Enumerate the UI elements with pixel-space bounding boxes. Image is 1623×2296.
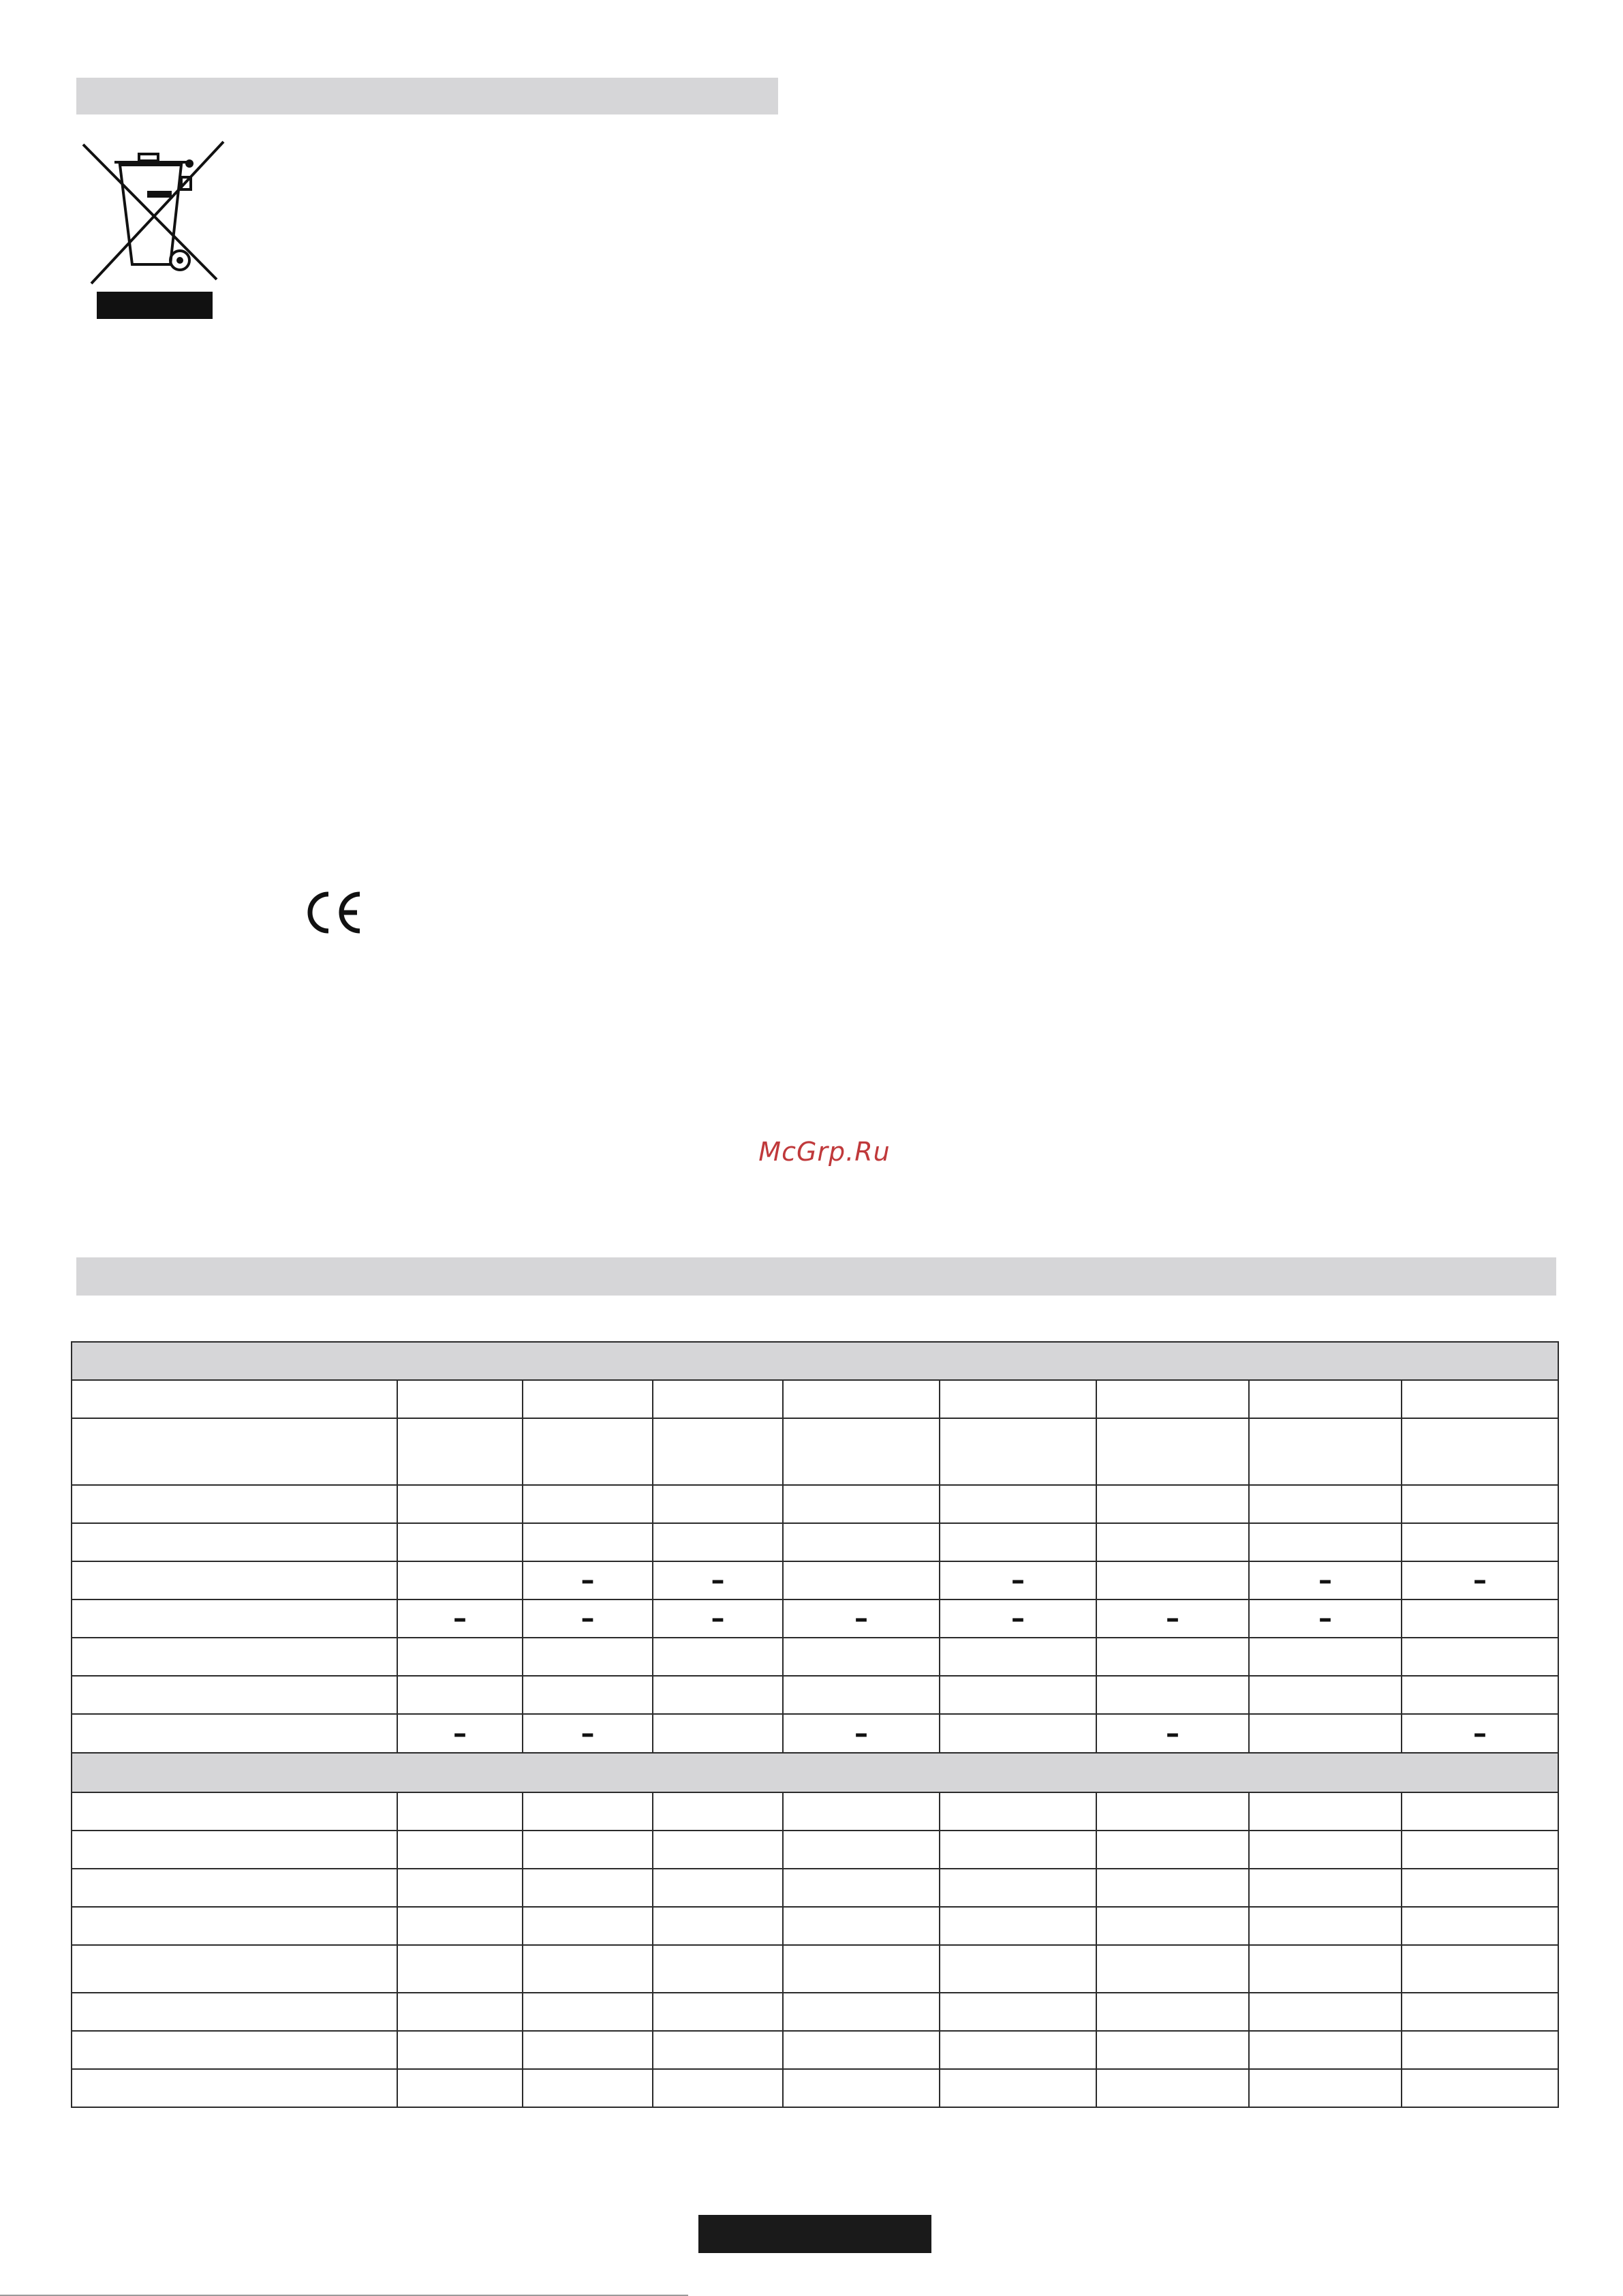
table-cell [1249, 1869, 1402, 1907]
table-cell [783, 1485, 940, 1523]
table-cell [1402, 1792, 1558, 1831]
row-label-cell [72, 1638, 397, 1676]
table-cell [940, 1418, 1096, 1485]
table-cell [653, 1869, 783, 1907]
table-cell [397, 1831, 523, 1869]
table-cell [1249, 2031, 1402, 2069]
table-cell [653, 2031, 783, 2069]
table-cell [653, 1907, 783, 1945]
table-cell [523, 2031, 653, 2069]
row-label-cell [72, 2069, 397, 2107]
table-row [72, 1599, 1558, 1638]
table-cell [1402, 1523, 1558, 1561]
table-row [72, 1945, 1558, 1993]
section-header-cell [72, 1753, 1558, 1792]
row-label-cell [72, 1523, 397, 1561]
table-cell [653, 1714, 783, 1753]
table-cell [1096, 1907, 1249, 1945]
row-label-cell [72, 1792, 397, 1831]
table-cell: – [1249, 1599, 1402, 1638]
table-row [72, 1523, 1558, 1561]
table-cell [397, 1792, 523, 1831]
table-cell [940, 1638, 1096, 1676]
table-cell [1249, 2069, 1402, 2107]
table-cell [1402, 1676, 1558, 1714]
table-cell [783, 2031, 940, 2069]
table-cell [940, 1792, 1096, 1831]
table-cell: – [1096, 1599, 1249, 1638]
table-cell [653, 1380, 783, 1418]
table-cell [1096, 2031, 1249, 2069]
table-cell [940, 1945, 1096, 1993]
watermark-text: McGrp.Ru [758, 1137, 891, 1167]
table-row [72, 1561, 1558, 1599]
table-cell [1249, 1714, 1402, 1753]
table-row [72, 1485, 1558, 1523]
table-cell [940, 1993, 1096, 2031]
table-cell: – [397, 1714, 523, 1753]
table-cell [1096, 1418, 1249, 1485]
row-label-cell [72, 1831, 397, 1869]
table-cell: – [523, 1714, 653, 1753]
weee-crossed-bin-icon [76, 138, 228, 322]
table-cell [523, 1418, 653, 1485]
table-cell: – [1402, 1561, 1558, 1599]
table-cell [523, 2069, 653, 2107]
table-cell [1249, 1380, 1402, 1418]
table-cell [523, 1907, 653, 1945]
table-cell [1096, 1485, 1249, 1523]
table-cell [1402, 1599, 1558, 1638]
table-cell [783, 1831, 940, 1869]
table-row [72, 2069, 1558, 2107]
table-cell [397, 1561, 523, 1599]
table-cell [1402, 1993, 1558, 2031]
table-cell [653, 1831, 783, 1869]
table-row [72, 1831, 1558, 1869]
table-cell [1249, 1993, 1402, 2031]
table-cell [1402, 1638, 1558, 1676]
table-cell [1096, 1676, 1249, 1714]
table-section-a [72, 1342, 1558, 1753]
table-cell [523, 1485, 653, 1523]
table-cell: – [397, 1599, 523, 1638]
table-cell [940, 1676, 1096, 1714]
table-cell [940, 1714, 1096, 1753]
table-cell: – [940, 1599, 1096, 1638]
table-cell [523, 1380, 653, 1418]
table-cell [1096, 1792, 1249, 1831]
table-section-b [72, 1753, 1558, 2107]
table-cell [653, 1993, 783, 2031]
table-cell [783, 1945, 940, 1993]
ce-mark-icon [303, 889, 364, 936]
row-label-cell [72, 1714, 397, 1753]
table-cell [397, 1418, 523, 1485]
table-cell [1402, 2031, 1558, 2069]
table-row [72, 1792, 1558, 1831]
table-cell [397, 1523, 523, 1561]
table-cell [1249, 1945, 1402, 1993]
table-cell [783, 1638, 940, 1676]
table-cell [653, 1485, 783, 1523]
table-row [72, 1907, 1558, 1945]
table-cell [397, 1907, 523, 1945]
table-cell [1249, 1907, 1402, 1945]
table-cell: – [523, 1599, 653, 1638]
table-cell [940, 1831, 1096, 1869]
row-label-cell [72, 1380, 397, 1418]
table-cell [523, 1831, 653, 1869]
table-cell: – [653, 1561, 783, 1599]
table-cell [523, 1676, 653, 1714]
table-cell: – [653, 1599, 783, 1638]
table-cell [523, 1523, 653, 1561]
table-cell [653, 2069, 783, 2107]
table-cell [1249, 1792, 1402, 1831]
row-label-cell [72, 1993, 397, 2031]
table-cell [523, 1638, 653, 1676]
table-cell [783, 2069, 940, 2107]
table-cell [940, 1485, 1096, 1523]
table-cell [1096, 1993, 1249, 2031]
row-label-cell [72, 1561, 397, 1599]
table-cell: – [783, 1714, 940, 1753]
table-title-row [72, 1342, 1558, 1380]
table-cell [1249, 1418, 1402, 1485]
table-cell [1402, 1418, 1558, 1485]
table-row [72, 1993, 1558, 2031]
table-row [72, 1869, 1558, 1907]
table-cell [1402, 1485, 1558, 1523]
table-cell [1249, 1831, 1402, 1869]
table-cell [1402, 2069, 1558, 2107]
table-cell [1096, 1523, 1249, 1561]
row-label-cell [72, 1599, 397, 1638]
table-cell [523, 1945, 653, 1993]
table-cell [783, 1792, 940, 1831]
table-cell [783, 1993, 940, 2031]
table-cell [783, 1561, 940, 1599]
table-cell [1096, 1831, 1249, 1869]
table-cell [1096, 1561, 1249, 1599]
table-cell [783, 1907, 940, 1945]
section-header-cell [72, 1342, 1558, 1380]
table-cell [1096, 1869, 1249, 1907]
table-row [72, 1714, 1558, 1753]
table-cell [1096, 2069, 1249, 2107]
table-cell [783, 1676, 940, 1714]
table-cell [783, 1869, 940, 1907]
table-cell [653, 1523, 783, 1561]
table-cell [397, 1676, 523, 1714]
table-cell [523, 1993, 653, 2031]
table-cell [397, 1638, 523, 1676]
table-cell [653, 1418, 783, 1485]
table-cell [397, 1485, 523, 1523]
table-cell [1402, 1869, 1558, 1907]
page-number-bar [698, 2215, 931, 2253]
table-cell [940, 1523, 1096, 1561]
table-row [72, 1380, 1558, 1418]
table-cell [1096, 1380, 1249, 1418]
table-cell [783, 1523, 940, 1561]
row-label-cell [72, 1676, 397, 1714]
table-cell [1402, 1831, 1558, 1869]
table-cell [1402, 1945, 1558, 1993]
table-cell [940, 2031, 1096, 2069]
table-cell [1249, 1523, 1402, 1561]
table-cell [653, 1792, 783, 1831]
table-cell [397, 2031, 523, 2069]
row-label-cell [72, 1907, 397, 1945]
table-cell [397, 1993, 523, 2031]
table-cell: – [1402, 1714, 1558, 1753]
table-cell [1402, 1380, 1558, 1418]
table-cell [397, 2069, 523, 2107]
table-cell: – [940, 1561, 1096, 1599]
specification-table [71, 1341, 1559, 2108]
table-cell [653, 1638, 783, 1676]
table-subsection-row [72, 1753, 1558, 1792]
table-row [72, 1638, 1558, 1676]
row-label-cell [72, 1945, 397, 1993]
table-cell [523, 1869, 653, 1907]
table-cell: – [523, 1561, 653, 1599]
table-cell [940, 1907, 1096, 1945]
table-cell [1249, 1485, 1402, 1523]
row-label-cell [72, 1869, 397, 1907]
table-cell [1096, 1945, 1249, 1993]
table-row [72, 2031, 1558, 2069]
table-cell [783, 1418, 940, 1485]
table-cell [783, 1380, 940, 1418]
section-header-bar-disposal [76, 78, 778, 114]
table-cell: – [1096, 1714, 1249, 1753]
row-label-cell [72, 1418, 397, 1485]
table-cell [397, 1380, 523, 1418]
table-cell [397, 1869, 523, 1907]
table-row [72, 1676, 1558, 1714]
table-cell [1096, 1638, 1249, 1676]
table-cell [523, 1792, 653, 1831]
table-cell [940, 2069, 1096, 2107]
table-cell [653, 1676, 783, 1714]
table-row [72, 1418, 1558, 1485]
row-label-cell [72, 2031, 397, 2069]
table-cell: – [1249, 1561, 1402, 1599]
table-cell [1249, 1676, 1402, 1714]
table-cell [1249, 1638, 1402, 1676]
table-cell: – [783, 1599, 940, 1638]
table-cell [940, 1380, 1096, 1418]
table-cell [397, 1945, 523, 1993]
table-cell [1402, 1907, 1558, 1945]
section-header-bar-technical-data [76, 1257, 1556, 1296]
table-cell [940, 1869, 1096, 1907]
row-label-cell [72, 1485, 397, 1523]
table-cell [653, 1945, 783, 1993]
